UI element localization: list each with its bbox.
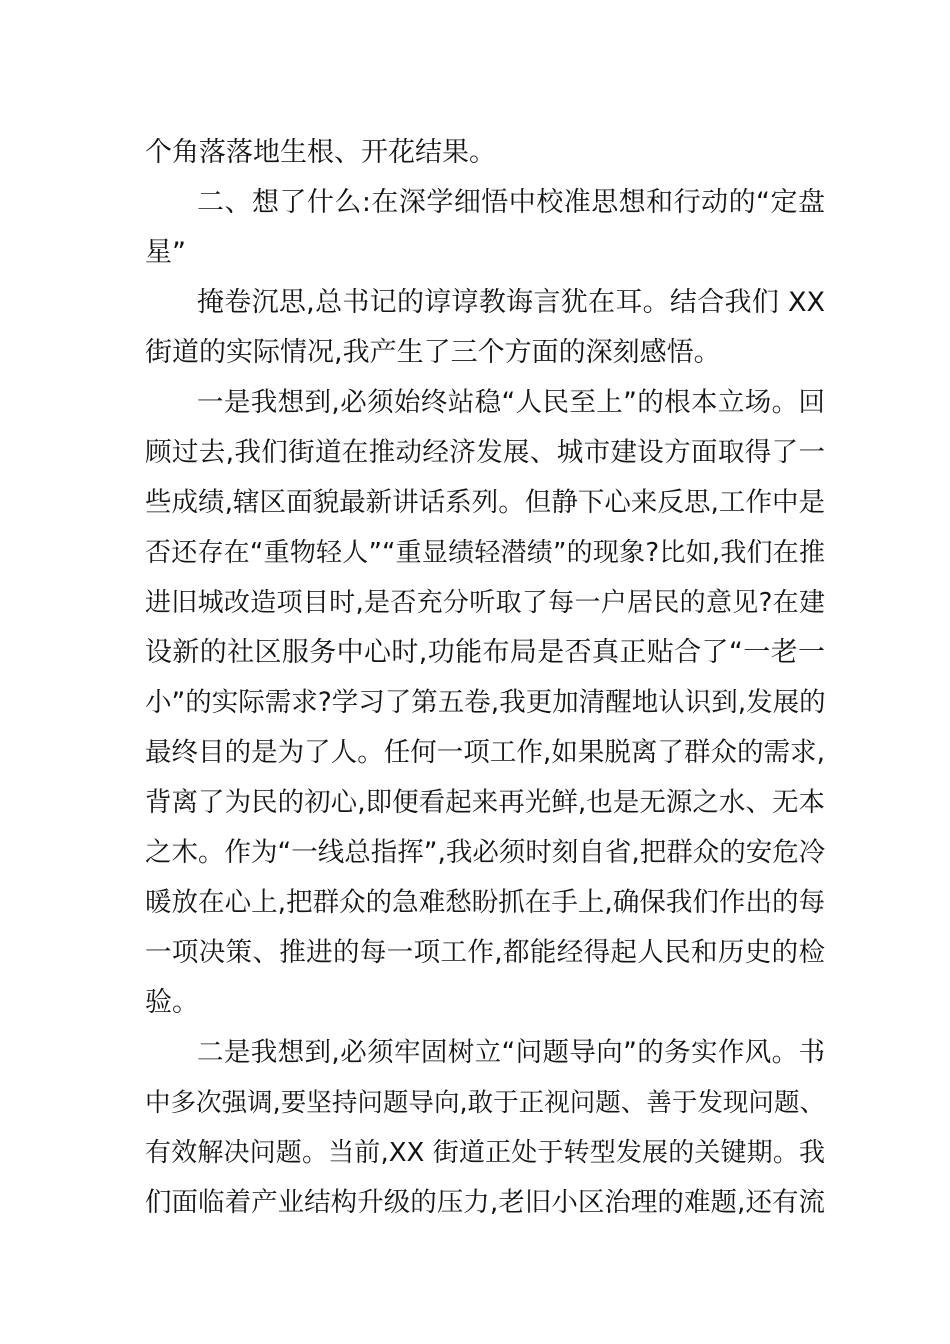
text-line: 中多次强调,要坚持问题导向,敢于正视问题、善于发现问题、 <box>145 1088 825 1118</box>
text-line: 顾过去,我们街道在推动经济发展、城市建设方面取得了一 <box>145 437 825 468</box>
text-line: 否还存在“重物轻人”“重显绩轻潜绩”的现象?比如,我们在推 <box>145 538 825 568</box>
text-line: 背离了为民的初心,即便看起来再光鲜,也是无源之水、无本 <box>145 787 825 818</box>
text-line: 暖放在心上,把群众的急难愁盼抓在手上,确保我们作出的每 <box>145 887 825 918</box>
text-line: 个角落落地生根、开花结果。 <box>145 137 496 168</box>
text-line: 之木。作为“一线总指挥”,我必须时刻自省,把群众的安危冷 <box>145 837 826 868</box>
text-line: 最终目的是为了人。任何一项工作,如果脱离了群众的需求, <box>145 737 825 768</box>
text-line: 有效解决问题。当前,XX 街道正处于转型发展的关键期。我 <box>145 1138 825 1168</box>
text-line: 们面临着产业结构升级的压力,老旧小区治理的难题,还有流 <box>145 1187 825 1218</box>
section-heading-line: 星” <box>145 237 186 268</box>
text-line: 设新的社区服务中心时,功能布局是否真正贴合了“一老一 <box>145 637 825 668</box>
text-line: 些成绩,辖区面貌最新讲话系列。但静下心来反思,工作中是 <box>145 487 825 518</box>
section-heading-line: 二、想了什么:在深学细悟中校准思想和行动的“定盘 <box>197 187 825 218</box>
text-line: 二是我想到,必须牢固树立“问题导向”的务实作风。书 <box>197 1037 825 1068</box>
text-line: 进旧城改造项目时,是否充分听取了每一户居民的意见?在建 <box>145 588 825 618</box>
text-line: 一项决策、推进的每一项工作,都能经得起人民和历史的检 <box>145 937 825 968</box>
text-line: 掩卷沉思,总书记的谆谆教诲言犹在耳。结合我们 XX <box>197 287 825 318</box>
text-line: 小”的实际需求?学习了第五卷,我更加清醒地认识到,发展的 <box>145 687 826 718</box>
text-line: 验。 <box>145 987 199 1018</box>
text-line: 一是我想到,必须始终站稳“人民至上”的根本立场。回 <box>197 387 825 418</box>
text-line: 街道的实际情况,我产生了三个方面的深刻感悟。 <box>145 337 721 368</box>
